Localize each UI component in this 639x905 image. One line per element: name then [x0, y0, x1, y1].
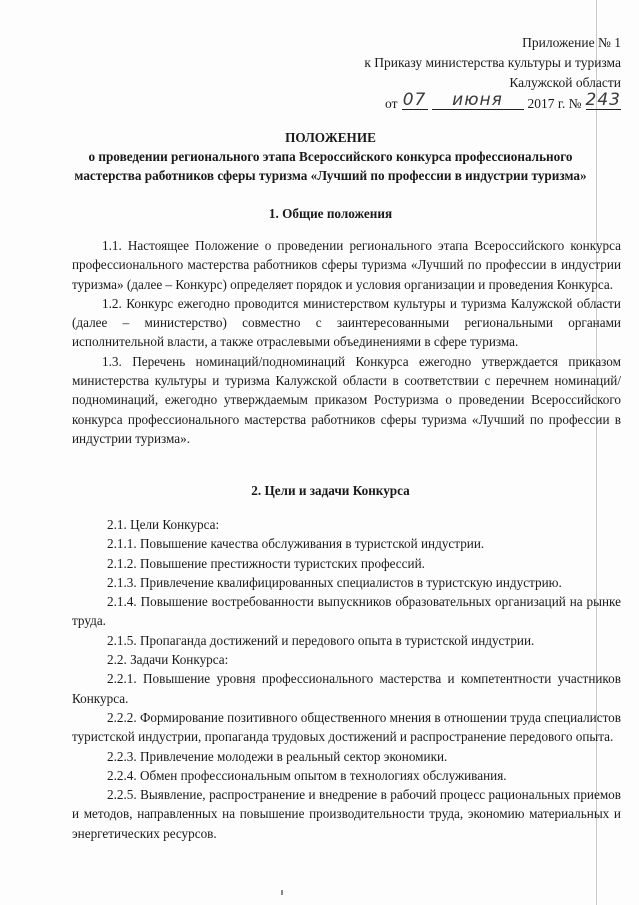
- item-2-2-2: 2.2.2. Формирование позитивного общественного мнения в отношении труда специалистов туристской индустрии, пропаганда трудовых достижений и распространение передового опыта.: [72, 709, 621, 745]
- section-2-body: [72, 515, 621, 843]
- item-2-1: 2.1. Цели Конкурса:: [107, 517, 220, 532]
- appendix-number: Приложение № 1: [522, 35, 621, 50]
- item-2-2: 2.2. Задачи Конкурса:: [107, 652, 229, 668]
- handwritten-month: июня: [452, 90, 503, 110]
- day-blank: [402, 90, 428, 110]
- item-2-2-4: 2.2.4. Обмен профессиональным опытом в технологиях обслуживания.: [107, 767, 507, 783]
- section-1-heading: 1. Общие положения: [268, 206, 393, 221]
- month-blank: [432, 90, 524, 110]
- title-line-1: о проведении регионального этапа Всероссийского конкурса профессионального: [88, 149, 573, 164]
- paragraph-1-2: 1.2. Конкурс ежегодно проводится министерством культуры и туризма Калужской области (далее – министерство) совместно с заинтересованными региональными органами исполнительной власти, а также отраслевыми объединениями в сфере туризма.: [72, 295, 621, 350]
- number-blank: [585, 90, 621, 110]
- paragraph-1-3: 1.3. Перечень номинаций/подноминаций Конкурса ежегодно утверждается приказом министерства культуры и туризма Калужской области в соответствии с перечнем номинаций/подноминаций, ежегодно утверждаемым приказом Ростуризма о проведении Всероссийского конкурса профессионального мастерства работников сферы туризма «Лучший по профессии в индустрии туризма».: [72, 353, 621, 446]
- from-label: от: [385, 96, 398, 111]
- item-2-1-2: 2.1.2. Повышение престижности туристских профессий.: [107, 555, 425, 571]
- item-2-1-4: 2.1.4. Повышение востребованности выпускников образовательных организаций на рынке труда.: [72, 594, 621, 629]
- item-2-2-1: 2.2.1. Повышение уровня профессионального мастерства и компетентности участников Конкурса.: [72, 671, 621, 706]
- title-line-2: мастерства работников сферы туризма «Лучший по профессии в индустрии туризма»: [74, 168, 587, 183]
- document-title: [40, 128, 621, 185]
- title-main: ПОЛОЖЕНИЕ: [285, 130, 376, 145]
- item-2-2-5: 2.2.5. Выявление, распространение и внедрение в рабочий процесс рациональных приемов и методов, направленных на повышение производительности труда, экономию материальных и энергетических ресурсов.: [72, 787, 621, 841]
- order-reference: к Приказу министерства культуры и туризма: [364, 55, 621, 70]
- region-name: Калужской области: [509, 75, 621, 90]
- item-2-1-1: 2.1.1. Повышение качества обслуживания в туристской индустрии.: [107, 536, 485, 552]
- item-2-1-5: 2.1.5. Пропаганда достижений и передового опыта в туристской индустрии.: [107, 632, 535, 648]
- section-2-heading: 2. Цели и задачи Конкурса: [251, 483, 410, 498]
- scan-artifact-mark: [281, 890, 283, 895]
- item-2-2-3: 2.2.3. Привлечение молодежи в реальный сектор экономики.: [107, 748, 448, 764]
- handwritten-number: 243: [585, 90, 621, 110]
- appendix-header: [364, 33, 621, 114]
- paragraph-1-1: 1.1. Настоящее Положение о проведении регионального этапа Всероссийского конкурса профессионального мастерства работников сферы туризма «Лучший по профессии в индустрии туризма» (далее – Конкурс) определяет порядок и условия организации и проведения Конкурса.: [72, 238, 621, 292]
- section-1-body: [72, 236, 621, 448]
- handwritten-day: 07: [402, 90, 427, 110]
- order-date-line: [364, 90, 621, 114]
- item-2-1-3: 2.1.3. Привлечение квалифицированных специалистов в туристскую индустрию.: [107, 574, 562, 590]
- year-number-label: 2017 г. №: [527, 96, 582, 111]
